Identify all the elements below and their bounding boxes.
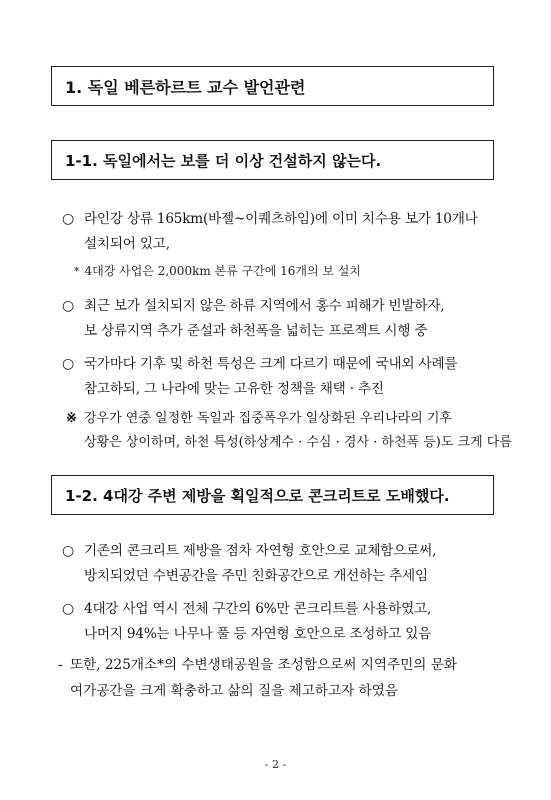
footnote-text: 4대강 사업은 2,000km 본류 구간에 16개의 보 설치 [84, 264, 361, 278]
remark-note [66, 407, 526, 455]
item-line: 설치되어 있고, [84, 236, 170, 252]
bullet-item [62, 207, 522, 257]
heading-box [51, 66, 494, 106]
item-line: 나머지 94%는 나무나 풀 등 자연형 호안으로 조성하고 있음 [84, 626, 432, 642]
bullet-item [62, 352, 522, 402]
section-title: 1-2. 4대강 주변 제방을 획일적으로 콘크리트로 도배했다. [65, 486, 450, 505]
circle-bullet-icon: ○ [62, 601, 75, 617]
circle-bullet-icon: ○ [62, 211, 75, 227]
dash-mark: - [58, 657, 63, 673]
remark-line: 강우가 연중 일정한 독일과 집중폭우가 일상화된 우리나라의 기후 [84, 411, 452, 426]
item-line: 기존의 콘크리트 제방을 점차 자연형 호안으로 교체함으로써, [84, 543, 437, 559]
page-heading: 1. 독일 베른하르트 교수 발언관련 [65, 77, 306, 97]
circle-bullet-icon: ○ [62, 543, 75, 559]
section-title: 1-1. 독일에서는 보를 더 이상 건설하지 않는다. [65, 151, 382, 170]
item-line: 최근 보가 설치되지 않은 하류 지역에서 홍수 피해가 빈발하자, [84, 298, 445, 314]
page-number: - 2 - [264, 758, 287, 771]
bullet-item [62, 597, 522, 647]
reference-mark-icon: ※ [66, 411, 77, 426]
item-line: 4대강 사업 역시 전체 구간의 6%만 콘크리트를 사용하였고, [84, 601, 432, 617]
item-line: 국가마다 기후 및 하천 특성은 크게 다르기 때문에 국내외 사례를 [84, 356, 458, 372]
remark-line: 상황은 상이하며, 하천 특성(하상계수 · 수심 · 경사 · 하천폭 등)도 크게 다름 [84, 435, 512, 450]
item-line: 방치되었던 수변공간을 주민 친화공간으로 개선하는 추세임 [84, 568, 428, 584]
dash-line: 여가공간을 크게 확충하고 삶의 질을 제고하고자 하였음 [70, 683, 398, 699]
circle-bullet-icon: ○ [62, 298, 75, 314]
bullet-item [62, 294, 522, 344]
asterisk-mark: * [74, 265, 80, 278]
footnote [74, 262, 361, 281]
item-line: 라인강 상류 165km(바젤~이퀘츠하임)에 이미 치수용 보가 10개나 [84, 211, 478, 227]
section-title-box [51, 140, 494, 180]
item-line: 참고하되, 그 나라에 맞는 고유한 정책을 채택 · 추진 [84, 381, 384, 397]
bullet-item [62, 539, 522, 589]
circle-bullet-icon: ○ [62, 356, 75, 372]
item-line: 보 상류지역 추가 준설과 하천폭을 넓히는 프로젝트 시행 중 [84, 323, 428, 339]
section-title-box [51, 475, 494, 515]
dash-item [58, 652, 528, 704]
dash-line: 또한, 225개소*의 수변생태공원을 조성함으로써 지역주민의 문화 [70, 657, 457, 673]
